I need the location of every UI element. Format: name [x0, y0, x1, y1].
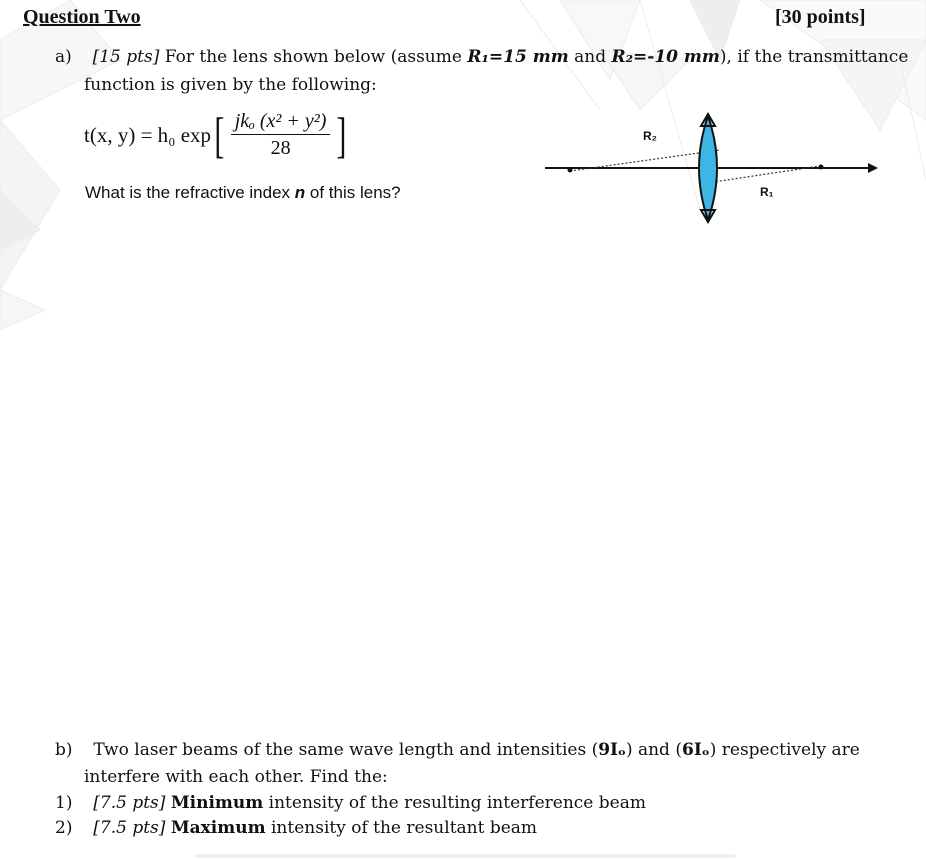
question-points: [30 points]: [775, 6, 866, 28]
part-a-question: [85, 183, 401, 203]
center-point-right: [819, 165, 824, 170]
formula-lhs: t(x, y) = h₀ exp: [84, 122, 212, 147]
part-a-marker: a): [55, 47, 72, 67]
label-r2: R₂: [643, 129, 657, 143]
radius-1-value: R₁=15 mm: [467, 47, 569, 67]
item-1-text: intensity of the resulting interference beam: [263, 793, 646, 813]
part-a-and: and: [568, 47, 612, 67]
formula-numerator: jkₒ (x² + y²): [231, 110, 331, 135]
lens-shape: [699, 116, 717, 220]
item-2-marker: 2): [55, 818, 73, 838]
item-2-text: intensity of the resultant beam: [265, 818, 538, 838]
intensity-1: 9Iₒ: [598, 740, 626, 760]
item-2-points: [7.5 pts]: [93, 818, 166, 838]
question-text-pre: What is the refractive index: [85, 183, 295, 202]
part-b-marker: b): [55, 740, 73, 760]
label-r1: R₁: [760, 185, 774, 199]
formula-right-bracket: ]: [336, 107, 347, 163]
part-a-line-1: [55, 43, 908, 71]
formula-fraction: [231, 110, 331, 160]
part-b-text-2: ) respectively are: [709, 740, 860, 760]
transmittance-formula: [84, 100, 350, 170]
question-variable: n: [294, 183, 306, 202]
center-point-left: [568, 168, 573, 173]
formula-left-bracket: [: [214, 107, 225, 163]
question-title: Question Two: [23, 6, 141, 28]
part-b-text-1: Two laser beams of the same wave length and intensities (: [93, 740, 599, 760]
item-1-marker: 1): [55, 793, 73, 813]
part-b-line-1: [55, 736, 860, 764]
part-b-item-2: [55, 814, 537, 842]
part-a-text-1: For the lens shown below (assume: [159, 47, 468, 67]
part-a-line-2: function is given by the following:: [84, 75, 377, 95]
lens-diagram: [540, 108, 880, 228]
item-1-keyword: Minimum: [170, 793, 264, 813]
question-text-post: of this lens?: [305, 183, 401, 202]
item-2-keyword: Maximum: [170, 818, 266, 838]
axis-arrowhead: [868, 163, 878, 173]
radius-2-value: R₂=-10 mm: [611, 47, 720, 67]
formula-denominator: 28: [270, 137, 291, 159]
part-b-line-2: interfere with each other. Find the:: [84, 767, 388, 787]
part-a-text-2: ), if the transmittance: [719, 47, 909, 67]
part-b-item-1: [55, 789, 646, 817]
intensity-2: 6Iₒ: [681, 740, 710, 760]
part-b-mid: ) and (: [625, 740, 682, 760]
page-bottom-divider: [195, 854, 735, 858]
part-a-points: [15 pts]: [92, 47, 160, 67]
item-1-points: [7.5 pts]: [93, 793, 166, 813]
